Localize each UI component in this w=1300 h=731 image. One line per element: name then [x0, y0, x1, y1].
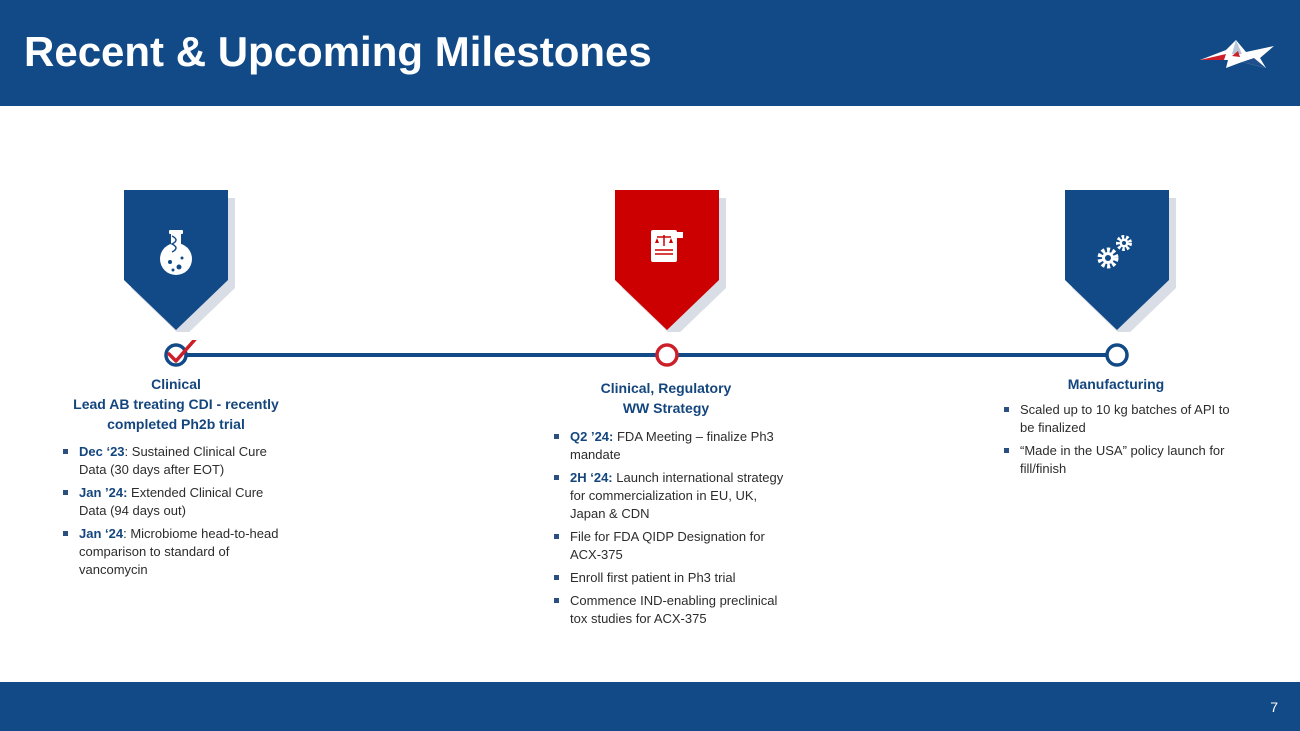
- list-item: Jan ’24: Extended Clinical Cure Data (94 days out): [62, 484, 294, 520]
- list-item: “Made in the USA” policy launch for fill/finish: [1003, 442, 1235, 478]
- regulatory-document-icon: [615, 190, 719, 300]
- list-item: Dec ‘23: Sustained Clinical Cure Data (30 days after EOT): [62, 443, 294, 479]
- page-number: 7: [1270, 699, 1278, 715]
- company-logo: [1196, 36, 1276, 72]
- list-item: Q2 ’24: FDA Meeting – finalize Ph3 mandate: [553, 428, 785, 464]
- gears-icon: [1065, 190, 1169, 300]
- milestone-heading-regulatory: Clinical, Regulatory WW Strategy: [600, 380, 732, 416]
- milestone-list-regulatory: [553, 428, 785, 633]
- flask-dna-icon: [124, 190, 228, 300]
- page-title: Recent & Upcoming Milestones: [24, 28, 652, 75]
- footer-bar: [0, 682, 1300, 731]
- milestone-heading-manufacturing: Manufacturing: [1067, 376, 1165, 392]
- timeline: [0, 340, 1300, 370]
- list-item: Enroll first patient in Ph3 trial: [553, 569, 785, 587]
- milestone-list-manufacturing: [1003, 401, 1235, 483]
- milestone-banner-clinical: [124, 190, 228, 330]
- list-item: Commence IND-enabling preclinical tox studies for ACX-375: [553, 592, 785, 628]
- list-item: Jan ‘24: Microbiome head-to-head comparison to standard of vancomycin: [62, 525, 294, 579]
- list-item: Scaled up to 10 kg batches of API to be finalized: [1003, 401, 1235, 437]
- milestone-list-clinical: [62, 443, 294, 584]
- milestone-banner-regulatory: [615, 190, 719, 330]
- timeline-node-manufacturing: [1107, 345, 1127, 365]
- milestone-banner-manufacturing: [1065, 190, 1169, 330]
- list-item: 2H ‘24: Launch international strategy for commercialization in EU, UK, Japan & CDN: [553, 469, 785, 523]
- timeline-node-regulatory: [657, 345, 677, 365]
- list-item: File for FDA QIDP Designation for ACX-375: [553, 528, 785, 564]
- milestone-heading-clinical: Clinical Lead AB treating CDI - recently completed Ph2b trial: [73, 376, 279, 432]
- header-bar: [0, 0, 1300, 106]
